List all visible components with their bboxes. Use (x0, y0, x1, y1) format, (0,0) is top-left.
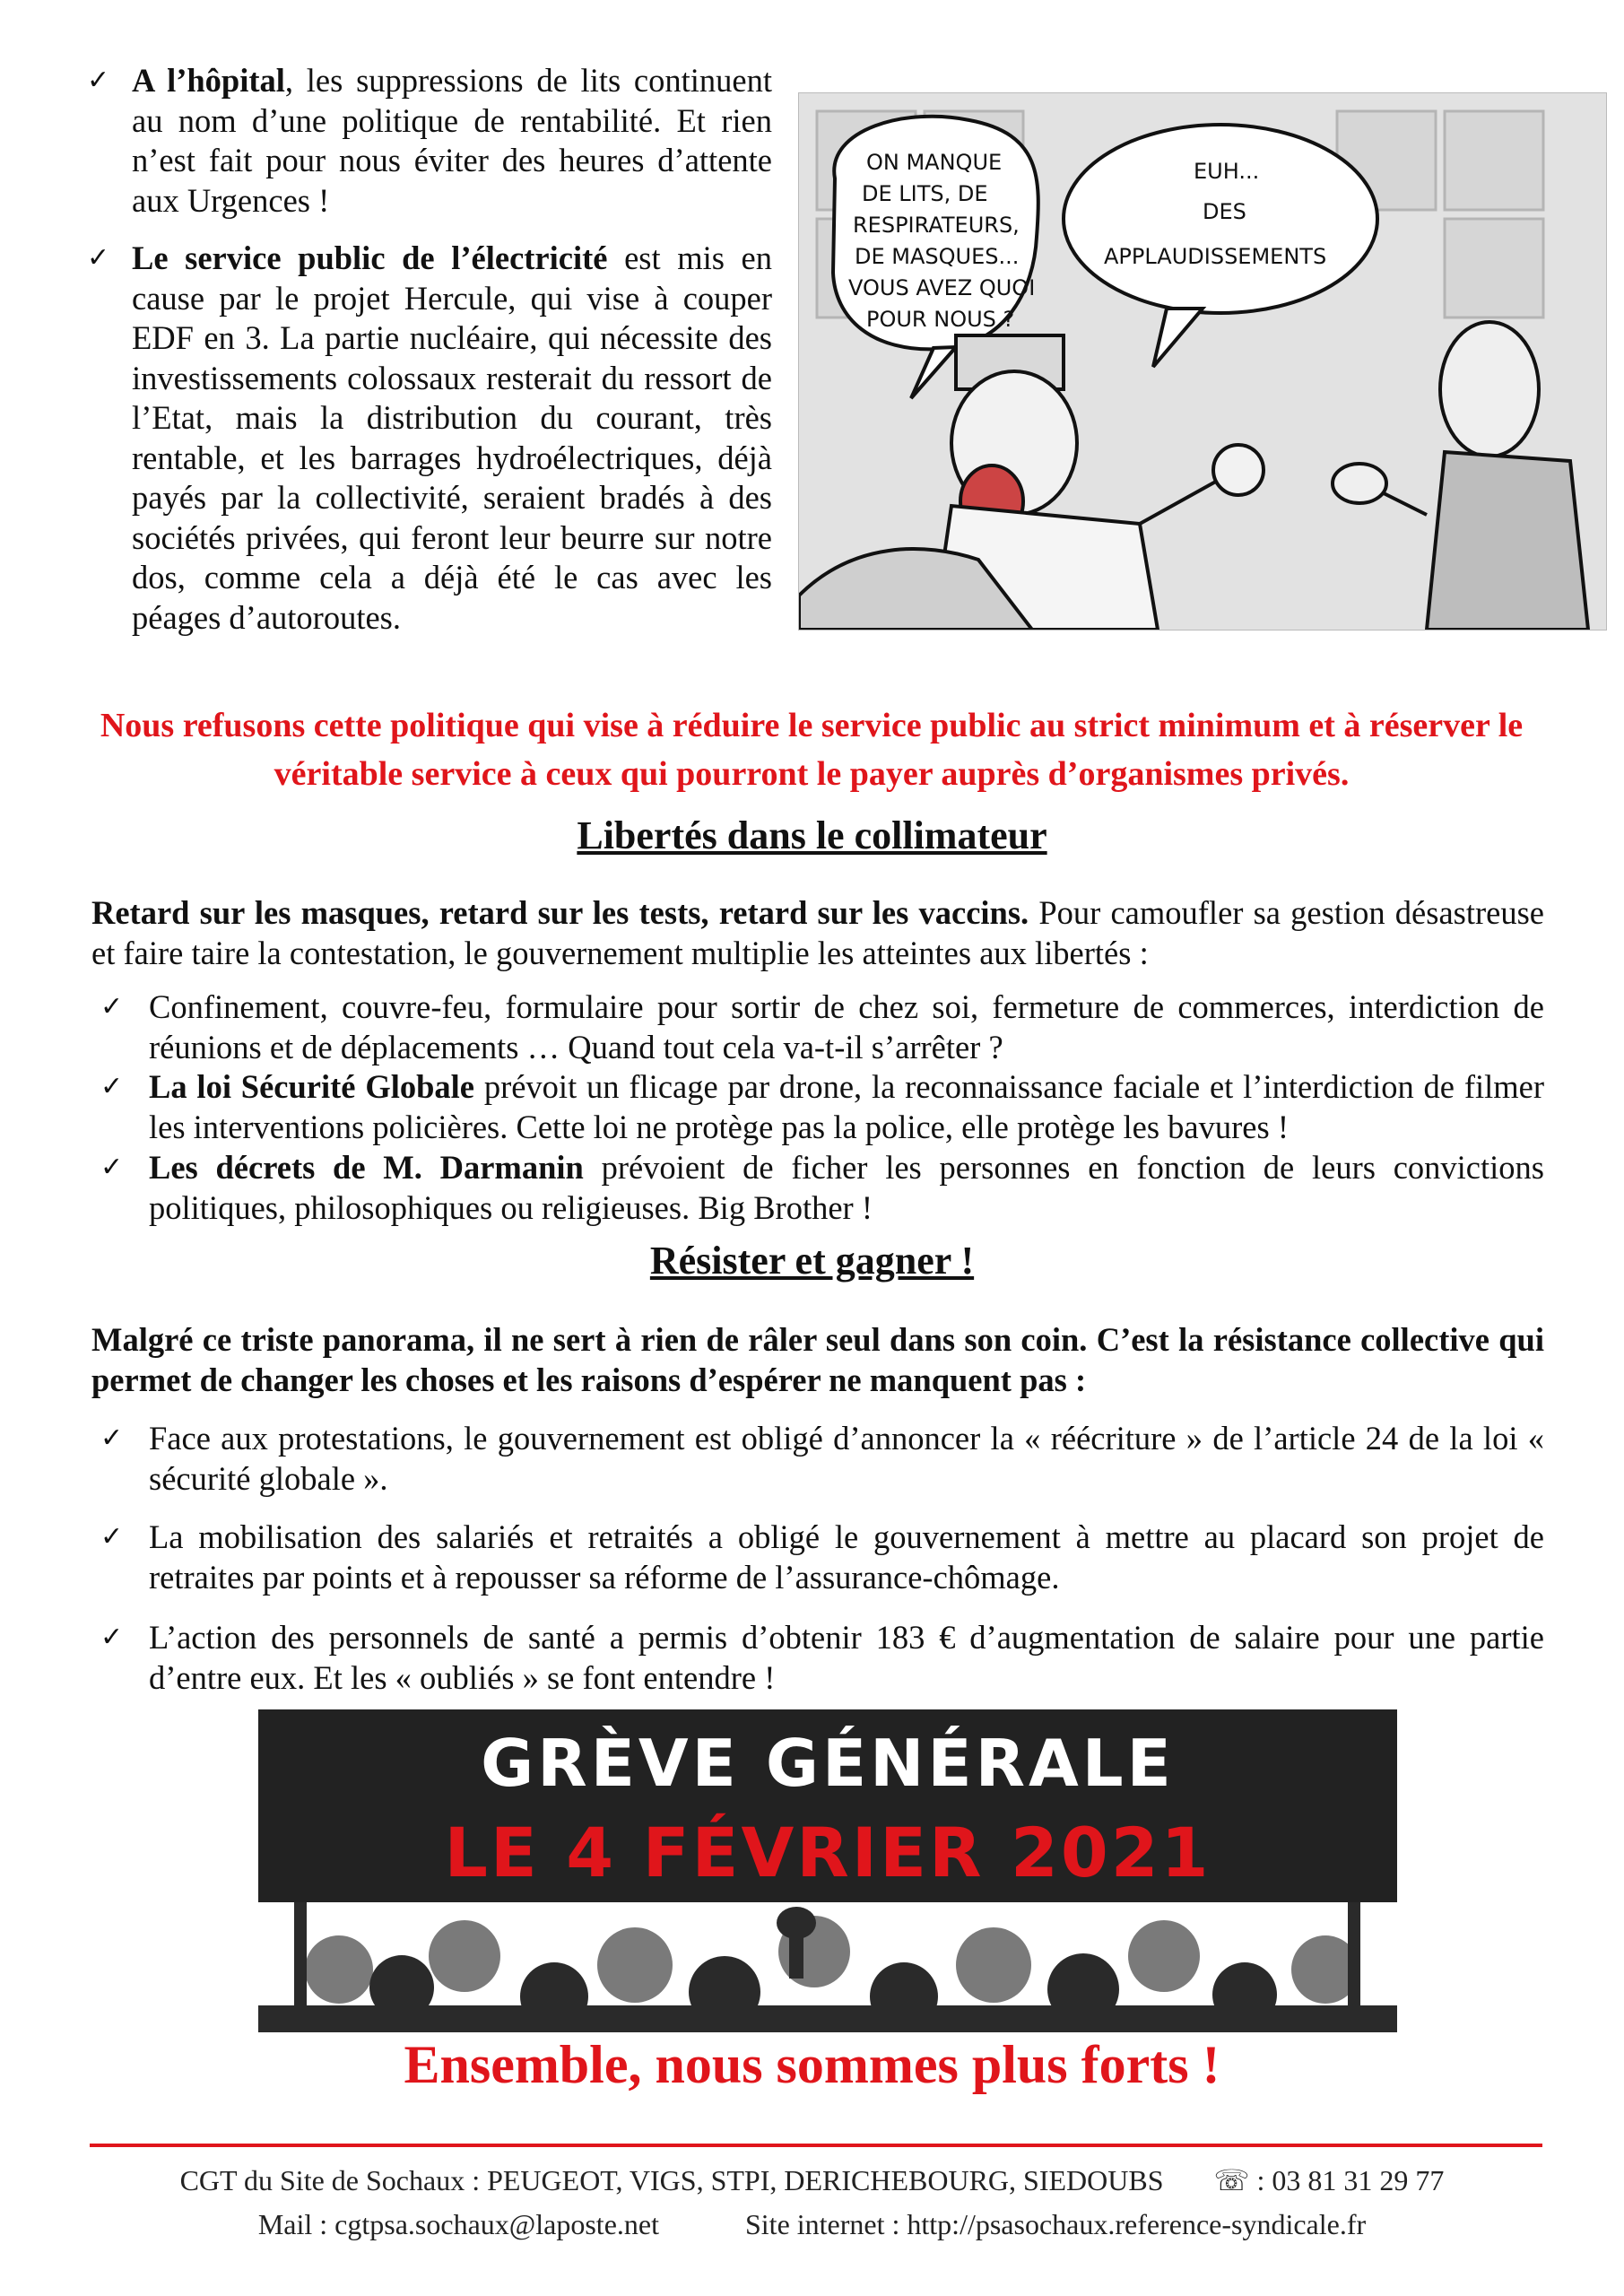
doctor-line: DE MASQUES... (855, 244, 1020, 269)
libertes-bullet (149, 1148, 1544, 1228)
check-icon: ✓ (100, 1071, 124, 1102)
doctor-line: VOUS AVEZ QUOI (848, 275, 1036, 300)
bullet-text: Confinement, couvre-feu, formulaire pour sortir de chez soi, fermeture de commerces, interdiction de réunions et de déplacements … Quand tout cela va-t-il s’arrêter ? (149, 988, 1544, 1065)
footer-line-2 (0, 2208, 1624, 2241)
banner-line-1: GRÈVE GÉNÉRALE (481, 1726, 1175, 1801)
check-icon: ✓ (87, 242, 110, 274)
bullet-hospital (132, 61, 772, 221)
check-icon: ✓ (87, 65, 110, 96)
bullet-text: prévoient de ficher les personnes en fonction de leurs convictions politiques, philosophiques ou religieuses. Big Brother ! (149, 1149, 1544, 1226)
resister-bullet: Face aux protestations, le gouvernement est obligé d’annoncer la « réécriture » de l’article 24 de la loi « sécurité globale ». (149, 1420, 1544, 1497)
footer-website: Site internet : http://psasochaux.reference-syndicale.fr (744, 2208, 1367, 2240)
cartoon-illustration (798, 92, 1607, 631)
intro-text: Pour camoufler sa gestion désastreuse et faire taire la contestation, le gouvernement multiplie les atteintes aux libertés : (91, 894, 1544, 971)
footer-organization: CGT du Site de Sochaux : PEUGEOT, VIGS, STPI, DERICHEBOURG, SIEDOUBS (179, 2164, 1164, 2196)
check-icon: ✓ (100, 991, 124, 1022)
doctor-line: POUR NOUS ? (866, 307, 1015, 332)
bullet-bold: Le service public de l’électricité (132, 239, 608, 276)
section-heading-resister: Résister et gagner ! (649, 1239, 975, 1283)
official-line: EUH... (1194, 159, 1260, 184)
doctor-line: ON MANQUE (866, 150, 1003, 175)
check-icon: ✓ (100, 1622, 124, 1653)
libertes-bullet (149, 1067, 1544, 1147)
bullet-text: est mis en cause par le projet Hercule, qui vise à couper EDF en 3. La partie nucléaire, qui nécessite des investissements colossaux resterait du ressort de l’Etat, mais la distribution du courant, très rentable, et les barrages hydroélectriques, déjà payés par la collectivité, seraient bradés à des sociétés privées, qui feront leur beurre sur notre dos, comme cela a déjà été le cas avec les péages d’autoroutes. (132, 239, 773, 636)
section-heading-libertes: Libertés dans le collimateur (577, 813, 1047, 857)
intro-bold: Retard sur les masques, retard sur les tests, retard sur les vaccins. (91, 894, 1029, 931)
resister-bullet: La mobilisation des salariés et retraités a obligé le gouvernement à mettre au placard son projet de retraites par points et à repousser sa réforme de l’assurance-chômage. (149, 1518, 1544, 1596)
official-line: APPLAUDISSEMENTS (1104, 244, 1327, 269)
red-statement: Nous refusons cette politique qui vise à réduire le service public au strict minimum et à réserver le véritable service à ceux qui pourront le payer auprès d’organismes privés. (100, 707, 1524, 793)
crowd-silhouette (258, 1709, 1397, 2032)
bullet-text: , les suppressions de lits continuent au nom d’une politique de rentabilité. Et rien n’est fait pour nous éviter des heures d’attente aux Urgences ! (132, 62, 772, 219)
banner-line-2: LE 4 FÉVRIER 2021 (444, 1813, 1211, 1892)
bullet-electricity (132, 239, 772, 638)
section2-intro (91, 1320, 1544, 1400)
bullet-text: prévoit un flicage par drone, la reconnaissance faciale et l’interdiction de filmer les interventions policières. Cette loi ne protège pas la police, elle protège les bavures ! (149, 1068, 1545, 1145)
intro-bold: Malgré ce triste panorama, il ne sert à rien de râler seul dans son coin. C’est la résistance collective qui permet de changer les choses et les raisons d’espérer ne manquent pas : (91, 1321, 1544, 1398)
cartoon-drawing (799, 93, 1606, 630)
libertes-bullet (149, 987, 1544, 1067)
bullet-bold: La loi Sécurité Globale (149, 1068, 474, 1105)
strike-banner (258, 1709, 1397, 2032)
doctor-line: RESPIRATEURS, (853, 213, 1020, 238)
bullet-bold: Les décrets de M. Darmanin (149, 1149, 584, 1186)
footer-mail: Mail : cgtpsa.sochaux@laposte.net (257, 2208, 659, 2240)
official-line: DES (1203, 199, 1246, 224)
footer-line-1 (0, 2163, 1624, 2197)
doctor-line: DE LITS, DE (862, 181, 988, 206)
bullet-bold: A l’hôpital (132, 62, 285, 99)
footer-phone: ☏ : 03 81 31 29 77 (1213, 2164, 1445, 2196)
footer-divider (90, 2144, 1542, 2147)
resister-bullet: L’action des personnels de santé a permis d’obtenir 183 € d’augmentation de salaire pour une partie d’entre eux. Et les « oubliés » se font entendre ! (149, 1619, 1544, 1696)
section1-intro (91, 893, 1544, 973)
check-icon: ✓ (100, 1422, 124, 1454)
check-icon: ✓ (100, 1521, 124, 1552)
check-icon: ✓ (100, 1152, 124, 1183)
closing-slogan: Ensemble, nous sommes plus forts ! (404, 2035, 1220, 2094)
